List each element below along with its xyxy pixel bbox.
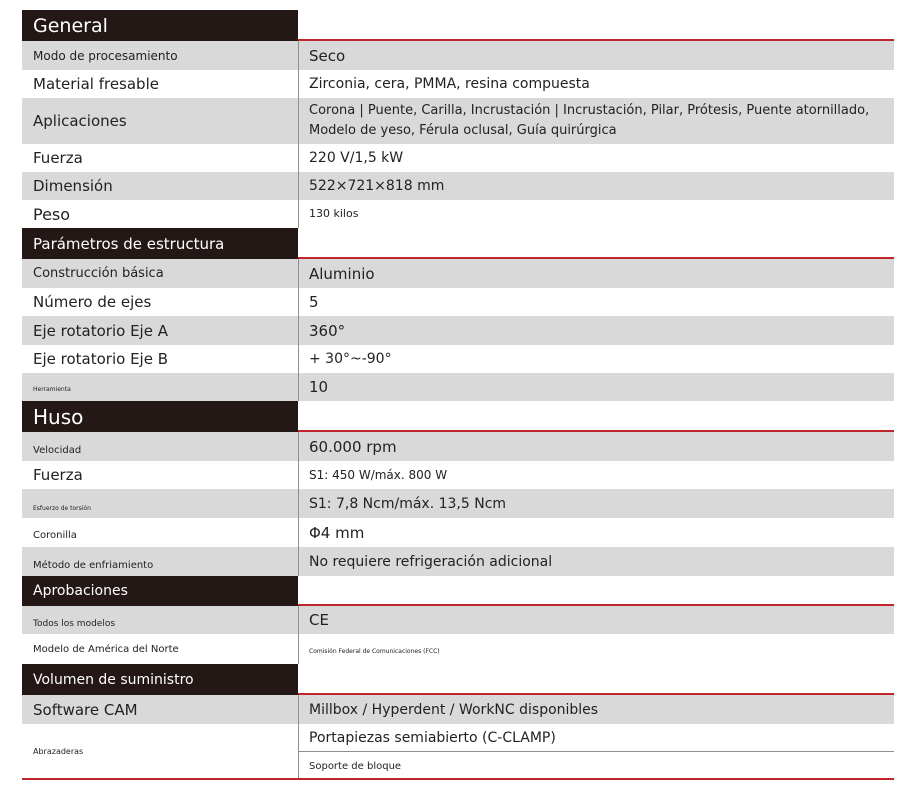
spec-value: 522×721×818 mm [309, 178, 445, 194]
column-separator [298, 461, 299, 489]
spec-label: Fuerza [33, 149, 83, 167]
spec-value: 60.000 rpm [309, 437, 397, 456]
spec-row-cooling-method [22, 547, 894, 576]
spec-row-collet [22, 518, 894, 547]
spec-value: Zirconia, cera, PMMA, resina compuesta [309, 76, 590, 92]
spec-row-millable-material [22, 70, 894, 98]
spec-value: Comisión Federal de Comunicaciones (FCC) [309, 648, 440, 655]
spec-label: Todos los modelos [33, 619, 116, 629]
spec-value: Seco [309, 46, 346, 65]
spec-value: 360° [309, 321, 346, 340]
spec-row-rotary-axis-b [22, 345, 894, 373]
spec-value: 5 [309, 293, 319, 311]
spec-label: Construcción básica [33, 266, 164, 281]
spec-value: S1: 7,8 Ncm/máx. 13,5 Ncm [309, 495, 507, 512]
column-separator [298, 70, 299, 98]
spec-label: Modelo de América del Norte [33, 643, 179, 655]
column-separator [298, 518, 299, 547]
column-separator [298, 41, 299, 70]
spec-value: 130 kilos [309, 207, 359, 220]
spec-label: Modo de procesamiento [33, 48, 178, 63]
column-separator [298, 172, 299, 200]
spec-value: Φ4 mm [309, 523, 365, 542]
section-title: Parámetros de estructura [22, 228, 298, 259]
spec-label: Velocidad [33, 445, 82, 456]
spec-value: S1: 450 W/máx. 800 W [309, 468, 448, 482]
column-separator [298, 316, 299, 345]
column-separator [298, 98, 299, 144]
spec-label: Eje rotatorio Eje A [33, 321, 168, 340]
spec-label: Material fresable [33, 75, 159, 93]
column-separator [298, 200, 299, 228]
column-separator [298, 432, 299, 461]
spec-row-applications [22, 98, 894, 144]
spec-label: Número de ejes [33, 293, 152, 311]
spec-row-basic-construction [22, 259, 894, 288]
column-separator [298, 695, 299, 724]
section-spindle-header [22, 401, 894, 432]
spec-value: Corona | Puente, Carilla, Incrustación | Incrustación, Pilar, Prótesis, Puente atornillado, Modelo de yeso, Férula oclusal, Guía quirúrgica [309, 103, 870, 138]
spec-label: Coronilla [33, 530, 77, 541]
spec-value-secondary: Soporte de bloque [309, 761, 402, 772]
column-separator [298, 489, 299, 518]
column-separator [298, 547, 299, 576]
spec-row-processing-mode [22, 41, 894, 70]
spec-value: Portapiezas semiabierto (C-CLAMP) [309, 729, 556, 746]
section-title: Aprobaciones [22, 576, 298, 606]
column-separator [298, 259, 299, 288]
section-title: General [22, 10, 298, 41]
section-title: Volumen de suministro [22, 664, 298, 695]
spec-label: Método de enfriamiento [33, 560, 154, 571]
spec-value: Aluminio [309, 264, 375, 283]
spec-label: Eje rotatorio Eje B [33, 350, 168, 368]
spec-label: Fuerza [33, 466, 83, 484]
spec-label: Abrazaderas [33, 746, 84, 756]
spec-label: Software CAM [33, 700, 138, 719]
column-separator [298, 288, 299, 316]
section-structure-header [22, 228, 894, 259]
section-title: Huso [22, 401, 298, 432]
spec-row-torque [22, 489, 894, 518]
spec-row-spindle-power [22, 461, 894, 489]
spec-label: Aplicaciones [33, 112, 127, 130]
spec-row-clamps [22, 724, 894, 778]
section-general-header [22, 10, 894, 41]
spec-row-power [22, 144, 894, 172]
spec-row-all-models [22, 606, 894, 634]
spec-row-speed [22, 432, 894, 461]
column-separator [298, 634, 299, 664]
spec-row-dimension [22, 172, 894, 200]
spec-value: + 30°~-90° [309, 351, 392, 367]
column-separator [298, 373, 299, 401]
spec-value: 10 [309, 378, 329, 396]
spec-label: Herramienta [33, 386, 71, 393]
column-separator [298, 345, 299, 373]
spec-value: 220 V/1,5 kW [309, 150, 404, 166]
spec-row-cam-software [22, 695, 894, 724]
column-separator [298, 144, 299, 172]
spec-value: CE [309, 611, 329, 629]
section-supply-header [22, 664, 894, 695]
section-approvals-header [22, 576, 894, 606]
spec-row-weight [22, 200, 894, 228]
column-separator [298, 606, 299, 634]
spec-value: No requiere refrigeración adicional [309, 553, 553, 570]
spec-label: Peso [33, 204, 71, 224]
table-bottom-rule [22, 778, 894, 780]
spec-row-number-of-axes [22, 288, 894, 316]
spec-label: Dimensión [33, 177, 113, 195]
spec-label: Esfuerzo de torsión [33, 505, 91, 512]
spec-row-tool [22, 373, 894, 401]
spec-row-north-america-model [22, 634, 894, 664]
spec-value: Millbox / Hyperdent / WorkNC disponibles [309, 701, 599, 718]
spec-row-rotary-axis-a [22, 316, 894, 345]
